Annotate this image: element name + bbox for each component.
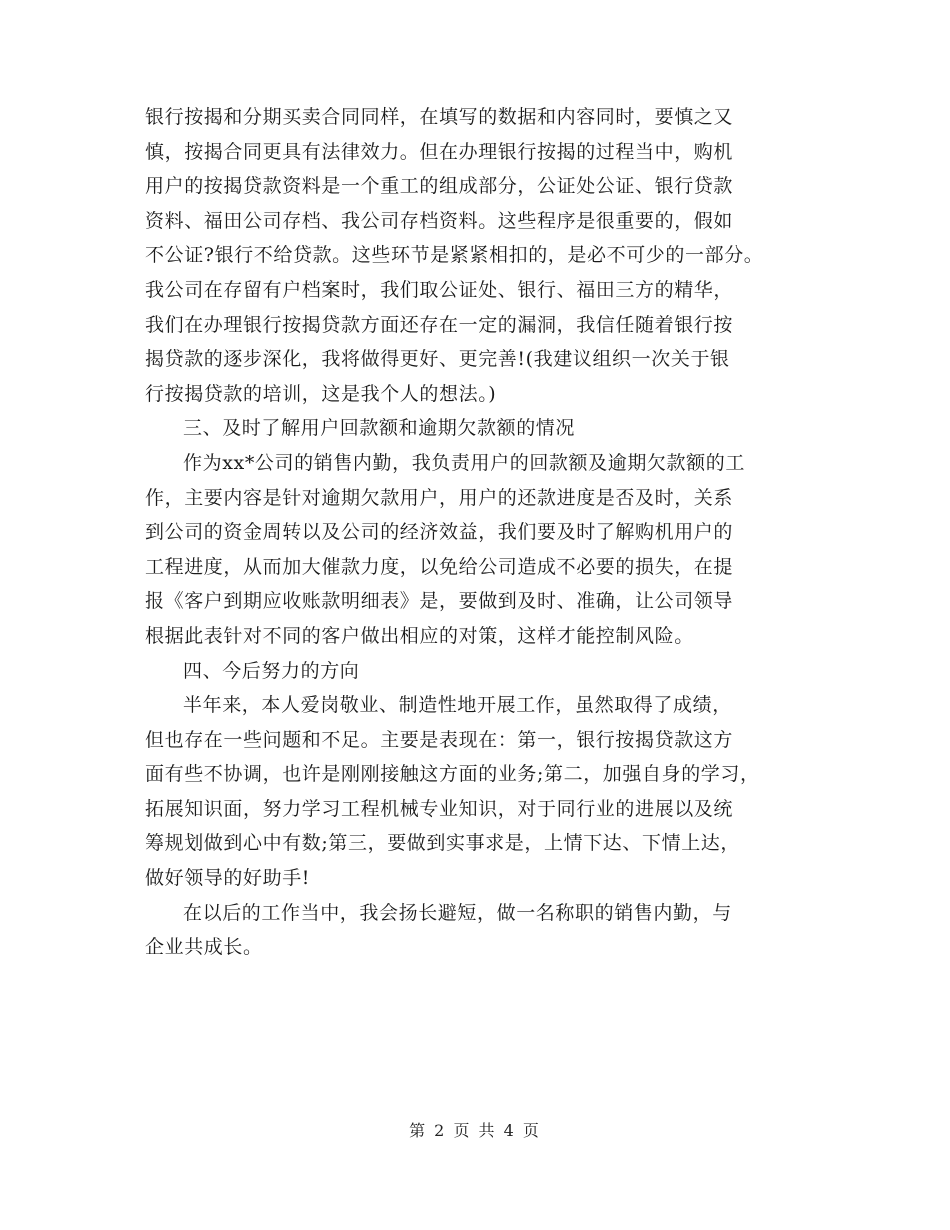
text-line: 我公司在存留有户档案时，我们取公证处、银行、福田三方的精华， xyxy=(145,278,734,301)
document-body xyxy=(145,100,845,965)
text-line: 作为xx*公司的销售内勤，我负责用户的回款额及逾期欠款额的工 xyxy=(183,451,745,474)
text-line: 但也存在一些问题和不足。主要是表现在：第一，银行按揭贷款这方 xyxy=(145,728,734,751)
text-line: 资料、福田公司存档、我公司存档资料。这些程序是很重要的，假如 xyxy=(145,209,734,232)
text-line: 报《客户到期应收账款明细表》是，要做到及时、准确，让公司领导 xyxy=(145,590,734,613)
text-line: 作，主要内容是针对逾期欠款用户，用户的还款进度是否及时，关系 xyxy=(145,486,734,509)
text-line: 到公司的资金周转以及公司的经济效益，我们要及时了解购机用户的 xyxy=(145,521,734,544)
text-line: 做好领导的好助手! xyxy=(145,867,311,890)
text-line: 拓展知识面，努力学习工程机械专业知识，对于同行业的进展以及统 xyxy=(145,797,734,820)
text-line: 根据此表针对不同的客户做出相应的对策，这样才能控制风险。 xyxy=(145,624,694,647)
section-heading: 四、今后努力的方向 xyxy=(183,659,360,682)
text-line: 面有些不协调，也许是刚刚接触这方面的业务;第二，加强自身的学习， xyxy=(145,763,760,786)
text-line: 用户的按揭贷款资料是一个重工的组成部分，公证处公证、银行贷款 xyxy=(145,175,734,198)
text-line: 企业共成长。 xyxy=(145,936,263,959)
text-line: 不公证?银行不给贷款。这些环节是紧紧相扣的，是必不可少的一部分。 xyxy=(145,244,764,267)
page-number-footer: 第 2 页 共 4 页 xyxy=(409,1121,541,1140)
text-line: 揭贷款的逐步深化，我将做得更好、更完善!(我建议组织一次关于银 xyxy=(145,348,730,371)
text-line: 行按揭贷款的培训，这是我个人的想法。) xyxy=(145,382,497,405)
text-line: 银行按揭和分期买卖合同同样，在填写的数据和内容同时，要慎之又 xyxy=(145,106,734,128)
text-line: 筹规划做到心中有数;第三，要做到实事求是，上情下达、下情上达， xyxy=(145,832,741,855)
section-heading: 三、及时了解用户回款额和逾期欠款额的情况 xyxy=(183,417,576,440)
text-line: 慎，按揭合同更具有法律效力。但在办理银行按揭的过程当中，购机 xyxy=(145,140,734,163)
text-line: 在以后的工作当中，我会扬长避短，做一名称职的销售内勤，与 xyxy=(183,901,732,924)
text-line: 半年来，本人爱岗敬业、制造性地开展工作，虽然取得了成绩， xyxy=(183,694,732,717)
text-line: 我们在办理银行按揭贷款方面还存在一定的漏洞，我信任随着银行按 xyxy=(145,313,734,336)
text-line: 工程进度，从而加大催款力度，以免给公司造成不必要的损失，在提 xyxy=(145,555,734,578)
